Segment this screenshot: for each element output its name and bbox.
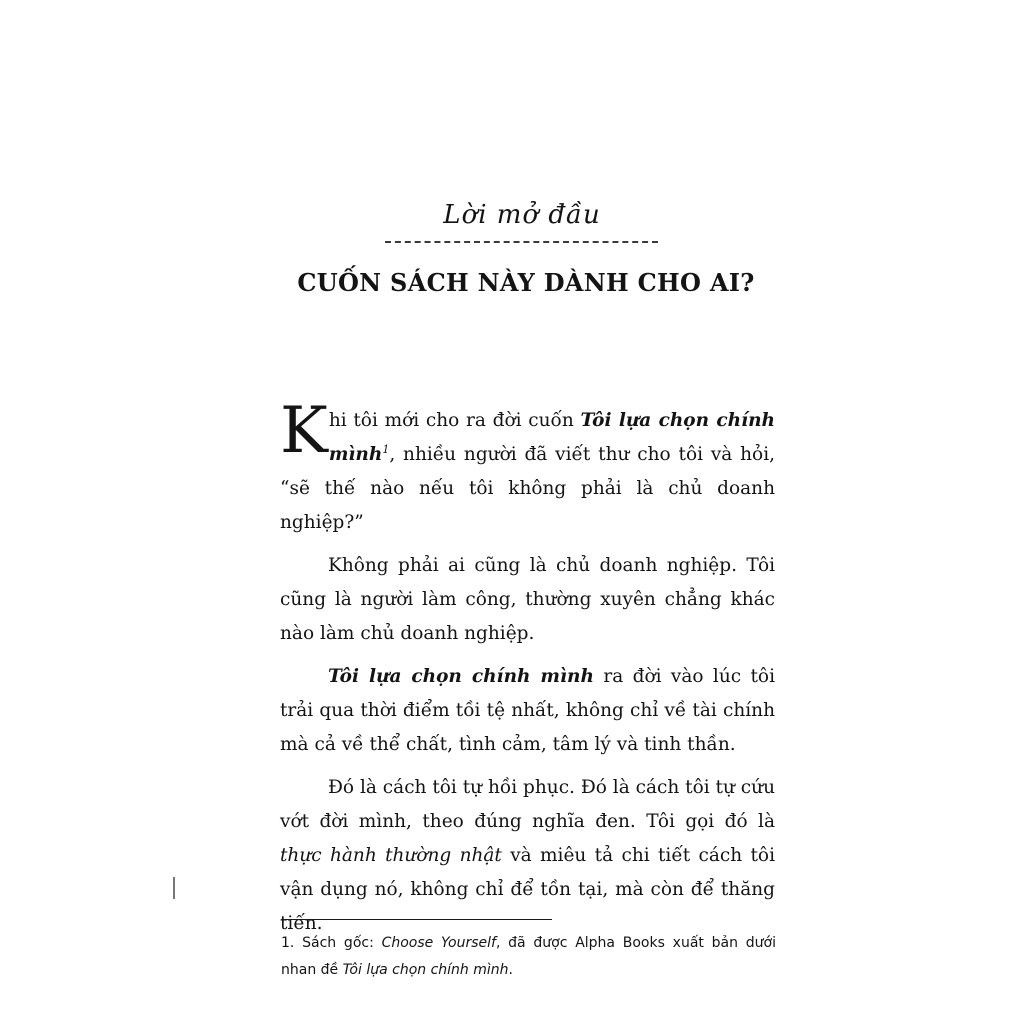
footnote-divider	[281, 919, 552, 920]
paragraph-text: hi tôi mới cho ra đời cuốn	[328, 410, 581, 431]
footnote-text: 1. Sách gốc:	[281, 935, 382, 951]
paragraph-text: và miêu tả chi tiết cách tôi vận dụng nó, không chỉ để tồn tại, mà còn để thăng tiến.	[280, 845, 775, 934]
paragraph-text: Không phải ai cũng là chủ doanh nghiệp. Tôi cũng là người làm công, thường xuyên chẳng khác nào làm chủ doanh nghiệp.	[280, 555, 775, 644]
footnote	[281, 930, 776, 984]
paragraph-text: Đó là cách tôi tự hồi phục. Đó là cách tôi tự cứu vớt đời mình, theo đúng nghĩa đen. Tôi gọi đó là	[280, 777, 775, 832]
paragraph-text: ra đời vào lúc tôi trải qua thời điểm tồi tệ nhất, không chỉ về tài chính mà cả về thể chất, tình cảm, tâm lý và tinh thần.	[280, 666, 775, 755]
footnote-text: , đã được Alpha Books xuất bản dưới nhan đề	[281, 935, 776, 978]
paragraph-3	[280, 660, 775, 762]
body-text	[280, 394, 775, 950]
paragraph-text: , nhiều người đã viết thư cho tôi và hỏi, “sẽ thế nào nếu tôi không phải là chủ doanh nghiệp?”	[280, 444, 775, 533]
footnote-italic: Tôi lựa chọn chính mình	[342, 962, 509, 978]
section-label: Lời mở đầu	[443, 200, 601, 230]
footnote-text: .	[508, 962, 513, 978]
margin-mark	[173, 877, 175, 899]
paragraph-4	[280, 771, 775, 941]
footnote-marker: 1	[382, 442, 390, 456]
italic-emphasis: thực hành thường nhật	[280, 845, 502, 866]
footnote-italic: Choose Yourself	[381, 935, 496, 951]
book-title-emphasis: Tôi lựa chọn chính mình	[328, 410, 775, 465]
chapter-title: CUỐN SÁCH NÀY DÀNH CHO AI?	[297, 268, 755, 297]
dashed-divider	[385, 241, 658, 243]
paragraph-2	[280, 549, 775, 651]
drop-cap: K	[280, 394, 328, 468]
paragraph-1	[280, 394, 775, 540]
book-title-emphasis: Tôi lựa chọn chính mình	[328, 666, 594, 687]
